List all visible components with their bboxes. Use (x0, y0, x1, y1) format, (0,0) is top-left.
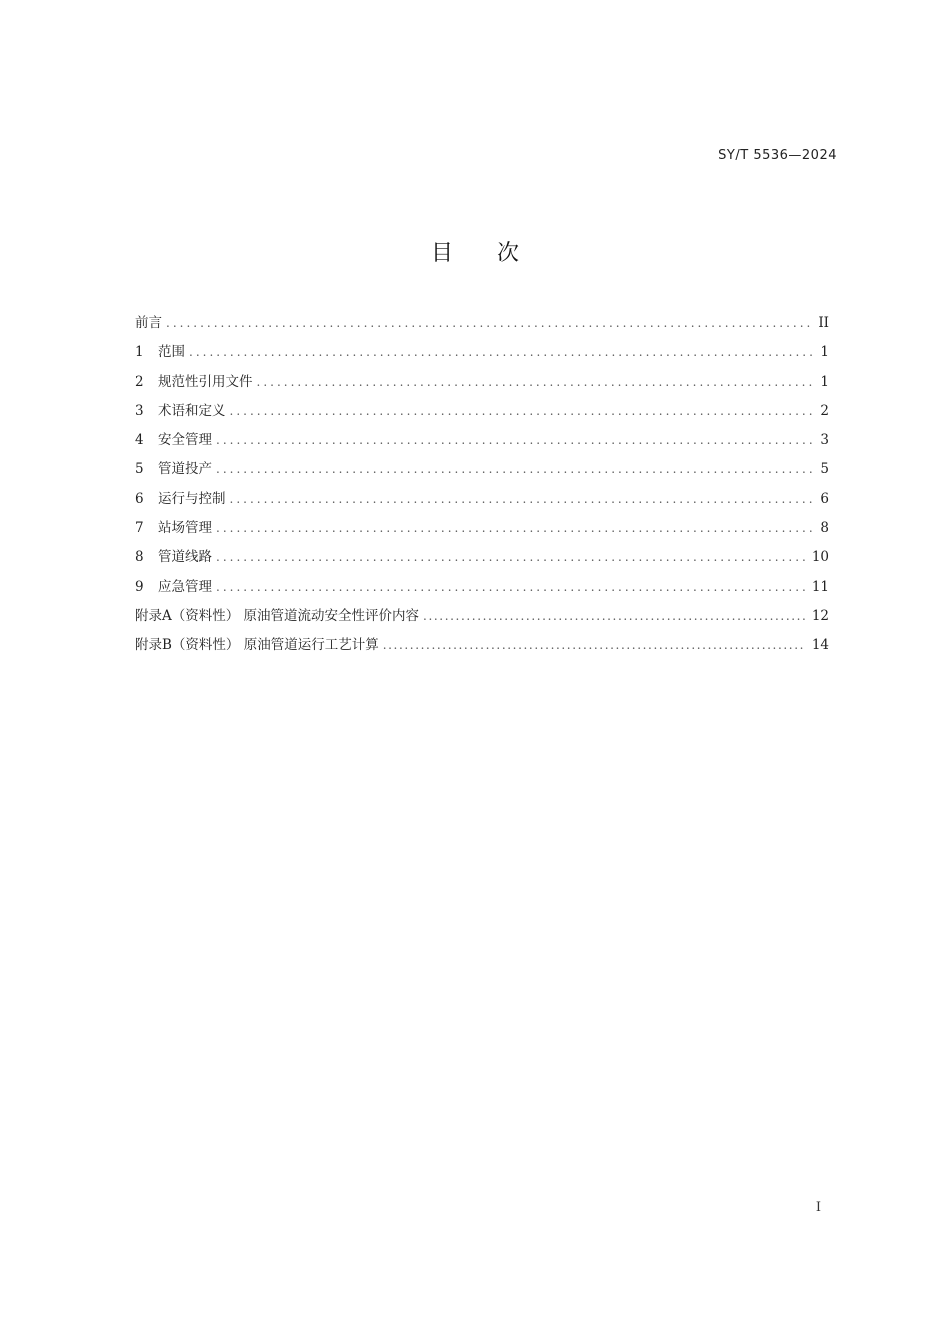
toc-entry-page: 3 (820, 432, 829, 449)
toc-entry-7[interactable] (135, 516, 829, 545)
toc-entry-page: 14 (811, 637, 829, 654)
toc-entry-number: 4 (135, 432, 144, 449)
toc-entry-number: 5 (135, 461, 144, 478)
toc-entry-page: 8 (820, 520, 829, 537)
toc-entry-label: 应急管理 (158, 578, 212, 595)
toc-entry-4[interactable] (135, 428, 829, 457)
toc-dot-leader (216, 433, 813, 447)
toc-entry-label: 附录B（资料性） 原油管道运行工艺计算 (135, 637, 379, 654)
toc-entry-number: 1 (135, 344, 144, 361)
toc-dot-leader (230, 492, 814, 506)
toc-entry-page: 12 (811, 607, 829, 624)
page-number: I (815, 1200, 821, 1215)
toc-entry-2[interactable] (135, 370, 829, 399)
toc-entry-6[interactable] (135, 487, 829, 516)
toc-dot-leader (230, 404, 814, 418)
toc-entry-1[interactable] (135, 340, 829, 369)
toc-dot-leader (166, 316, 812, 330)
page-title: 目次 (430, 241, 563, 266)
toc-entry-label: 管道线路 (158, 549, 212, 566)
toc-entry-label: 范围 (158, 344, 185, 361)
toc-entry-page: 2 (820, 402, 829, 419)
toc-entry-number: 6 (135, 490, 144, 507)
toc-entry-5[interactable] (135, 457, 829, 486)
toc-dot-leader (257, 375, 814, 389)
toc-dot-leader (216, 550, 806, 564)
toc-dot-leader (383, 638, 806, 652)
toc-entry-annex-b[interactable] (135, 633, 829, 662)
toc-entry-label: 前言 (135, 315, 162, 331)
toc-entry-label: 安全管理 (158, 432, 212, 449)
toc-entry-label: 附录A（资料性） 原油管道流动安全性评价内容 (135, 607, 420, 624)
toc-entry-label: 运行与控制 (158, 490, 226, 507)
toc-entry-page: 11 (811, 578, 829, 595)
table-of-contents (135, 311, 829, 663)
toc-entry-number: 3 (135, 402, 144, 419)
toc-entry-foreword[interactable] (135, 311, 829, 340)
toc-entry-page: II (818, 315, 829, 331)
toc-entry-label: 站场管理 (158, 520, 212, 537)
toc-entry-number: 7 (135, 520, 144, 537)
toc-entry-3[interactable] (135, 399, 829, 428)
toc-dot-leader (216, 521, 813, 535)
toc-dot-leader (423, 609, 806, 623)
toc-entry-label: 术语和定义 (158, 402, 226, 419)
toc-dot-leader (216, 462, 813, 476)
toc-entry-page: 1 (820, 373, 829, 390)
toc-entry-8[interactable] (135, 545, 829, 574)
standard-number: SY/T 5536—2024 (718, 148, 837, 163)
toc-entry-9[interactable] (135, 575, 829, 604)
toc-entry-number: 8 (135, 549, 144, 566)
toc-entry-page: 5 (820, 461, 829, 478)
toc-entry-annex-a[interactable] (135, 604, 829, 633)
toc-entry-number: 9 (135, 578, 144, 595)
toc-entry-label: 规范性引用文件 (158, 373, 253, 390)
toc-entry-page: 10 (811, 549, 829, 566)
toc-entry-page: 1 (820, 344, 829, 361)
toc-dot-leader (189, 345, 813, 359)
toc-entry-number: 2 (135, 373, 144, 390)
toc-dot-leader (216, 580, 806, 594)
toc-entry-page: 6 (820, 490, 829, 507)
toc-entry-label: 管道投产 (158, 461, 212, 478)
